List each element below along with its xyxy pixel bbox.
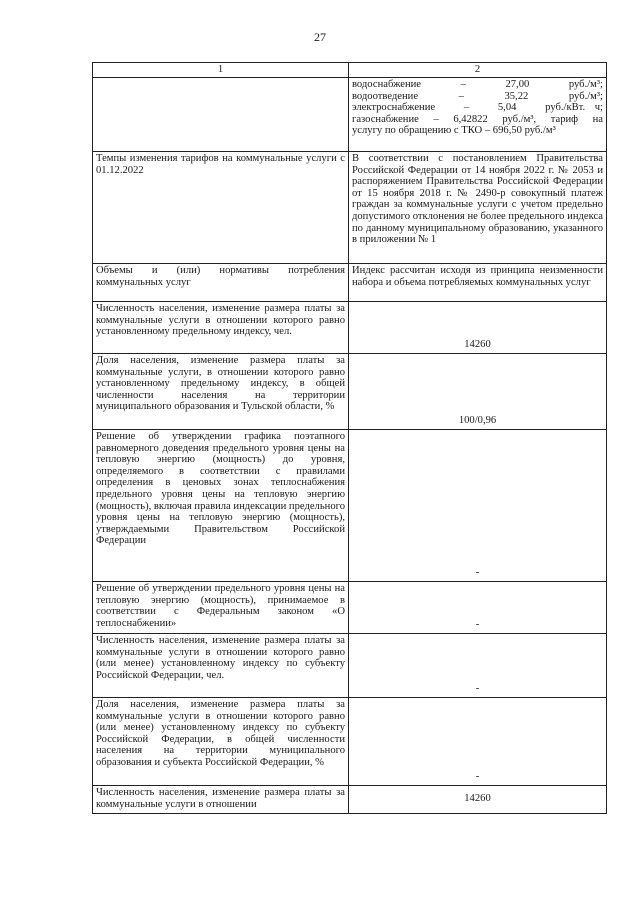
row-4-col-2: 14260 [349, 302, 607, 354]
row-5-col-2: 100/0,96 [349, 354, 607, 430]
table-row [93, 582, 607, 634]
row-1-col-1 [93, 78, 349, 152]
table-row [93, 634, 607, 698]
tariff-table [92, 62, 607, 814]
row-10-col-1: Численность населения, изменение размера платы за коммунальные услуги в отношении [93, 786, 349, 814]
row-4-col-1: Численность населения, изменение размера платы за коммунальные услуги в отношении которого равно установленному предельному индексу, чел. [93, 302, 349, 354]
table-row [93, 786, 607, 814]
row-9-col-2: - [349, 698, 607, 786]
row-8-col-1: Численность населения, изменение размера платы за коммунальные услуги в отношении которого равно (или менее) установленному индексу по субъекту Российской Федерации, чел. [93, 634, 349, 698]
table-row [93, 264, 607, 302]
row-3-col-1: Объемы и (или) нормативы потребления коммунальных услуг [93, 264, 349, 302]
tariff-line-water: водоснабжение – 27,00 руб./м³; [352, 79, 603, 90]
table-row [93, 430, 607, 582]
table-row [93, 78, 607, 152]
row-2-col-2: В соответствии с постановлением Правительства Российской Федерации от 14 ноября 2022 г. № 2053 и распоряжением Правительства Российской Федерации от 15 ноября 2018 г. № 2490-р совокупный платеж граждан за коммунальные услуги с учетом предельно допустимого отклонения не более предельного индекса по данному муниципальному образованию, указанного в приложении № 1 [349, 152, 607, 264]
tariff-line-sewage: водоотведение – 35,22 руб./м³; [352, 90, 603, 102]
row-2-col-1: Темпы изменения тарифов на коммунальные услуги с 01.12.2022 [93, 152, 349, 264]
header-col-2: 2 [349, 63, 607, 78]
row-1-col-2 [349, 78, 607, 152]
table-header-row [93, 63, 607, 78]
tariff-line-gas: газоснабжение – 6,42822 руб./м³, тариф на [352, 113, 603, 125]
row-8-col-2: - [349, 634, 607, 698]
header-col-1: 1 [93, 63, 349, 78]
row-10-col-2: 14260 [349, 786, 607, 814]
table-row [93, 354, 607, 430]
table-row [93, 152, 607, 264]
page-number: 27 [314, 30, 326, 44]
row-9-col-1: Доля населения, изменение размера платы за коммунальные услуги в отношении которого равно (или менее) установленному индексу по субъекту Российской Федерации, в общей численности населения на территории муниципального образования и субъекта Российской Федерации, % [93, 698, 349, 786]
row-7-col-1: Решение об утверждении предельного уровня цены на тепловую энергию (мощность), принимаемое в соответствии с Федеральным законом «О теплоснабжении» [93, 582, 349, 634]
row-6-col-1: Решение об утверждении графика поэтапного равномерного доведения предельного уровня цены на тепловую энергию (мощность) до уровня, определяемого в соответствии с правилами определения в ценовых зонах теплоснабжения предельного уровня цены на тепловую энергию (мощность), включая правила индексации предельного уровня цены на тепловую энергию (мощность), утверждаемыми Правительством Российской Федерации [93, 430, 349, 582]
table-row [93, 698, 607, 786]
row-6-col-2: - [349, 430, 607, 582]
row-5-col-1: Доля населения, изменение размера платы за коммунальные услуги, в отношении которого равно установленному предельному индексу, в общей численности населения на территории муниципального образования и Тульской области, % [93, 354, 349, 430]
table-row [93, 302, 607, 354]
tariff-line-electricity: электроснабжение – 5,04 руб./кВт. ч; [352, 102, 603, 114]
row-7-col-2: - [349, 582, 607, 634]
row-3-col-2: Индекс рассчитан исходя из принципа неизменности набора и объема потребляемых коммунальных услуг [349, 264, 607, 302]
tariff-line-waste: услугу по обращению с ТКО – 696,50 руб./м³ [352, 125, 556, 137]
